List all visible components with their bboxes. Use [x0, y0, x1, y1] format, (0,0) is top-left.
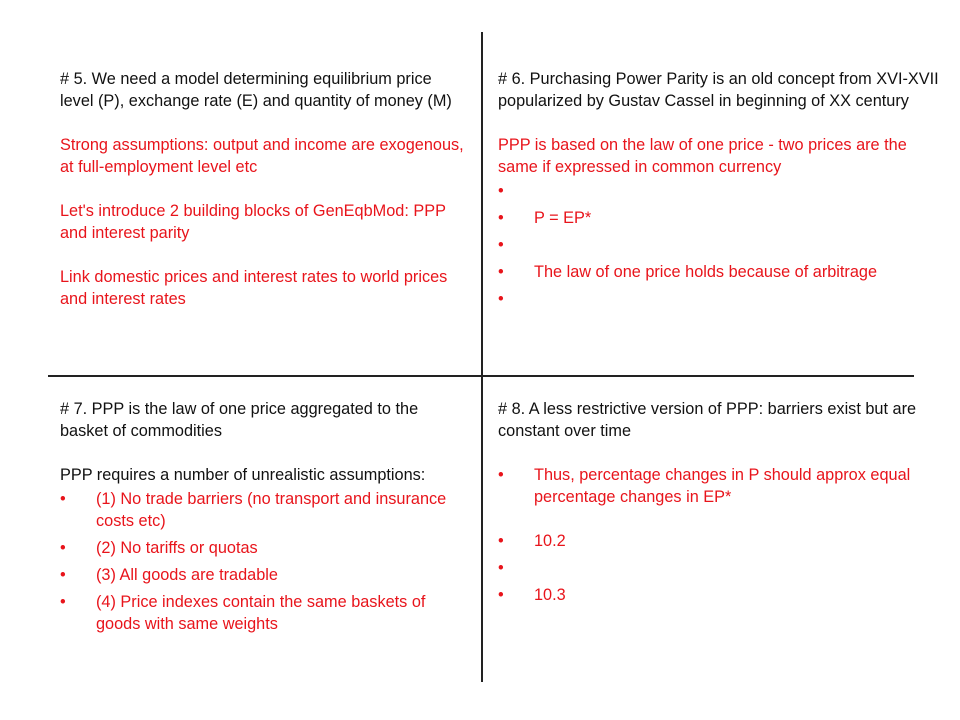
slide-7-heading: # 7. PPP is the law of one price aggregated to the basket of commodities	[60, 400, 419, 440]
list-item	[498, 180, 943, 202]
vertical-divider	[481, 32, 483, 682]
list-item: • (2) No tariffs or quotas	[60, 537, 465, 559]
slide-5-paragraph-2: Let's introduce 2 building blocks of GenEqbMod: PPP and interest parity	[60, 202, 446, 242]
horizontal-divider	[48, 375, 914, 377]
list-item: • (3) All goods are tradable	[60, 564, 465, 586]
slide-5-paragraph-1: Strong assumptions: output and income are exogenous, at full-employment level etc	[60, 136, 464, 176]
slide-7-bullet-list	[60, 488, 465, 635]
slide-8-heading: # 8. A less restrictive version of PPP: barriers exist but are constant over time	[498, 400, 917, 440]
list-item: • The law of one price holds because of arbitrage	[498, 261, 943, 283]
list-item: • 10.2	[498, 530, 918, 552]
slide-8-bullet-list	[498, 464, 918, 606]
slide-5-panel	[60, 68, 465, 332]
list-item: • (4) Price indexes contain the same baskets of goods with same weights	[60, 591, 465, 635]
list-item: • Thus, percentage changes in P should approx equal percentage changes in EP*	[498, 464, 918, 508]
list-item	[498, 557, 918, 579]
list-item	[498, 234, 943, 256]
slide-6-panel	[498, 68, 943, 315]
slide-8-panel	[498, 398, 918, 611]
slide-7-paragraph-1: PPP requires a number of unrealistic assumptions:	[60, 466, 426, 484]
slide-5-heading: # 5. We need a model determining equilibrium price level (P), exchange rate (E) and quantity of money (M)	[60, 70, 452, 110]
slide-6-paragraph-1: PPP is based on the law of one price - two prices are the same if expressed in common currency	[498, 136, 907, 176]
list-item: • 10.3	[498, 584, 918, 606]
list-item: • (1) No trade barriers (no transport and insurance costs etc)	[60, 488, 465, 532]
list-item	[498, 288, 943, 310]
slide-6-bullet-list	[498, 180, 943, 310]
list-item: • P = EP*	[498, 207, 943, 229]
slide-5-paragraph-3: Link domestic prices and interest rates to world prices and interest rates	[60, 268, 448, 308]
slide-6-heading: # 6. Purchasing Power Parity is an old concept from XVI-XVII popularized by Gustav Cassel in beginning of XX century	[498, 70, 939, 110]
slide-7-panel	[60, 398, 465, 640]
